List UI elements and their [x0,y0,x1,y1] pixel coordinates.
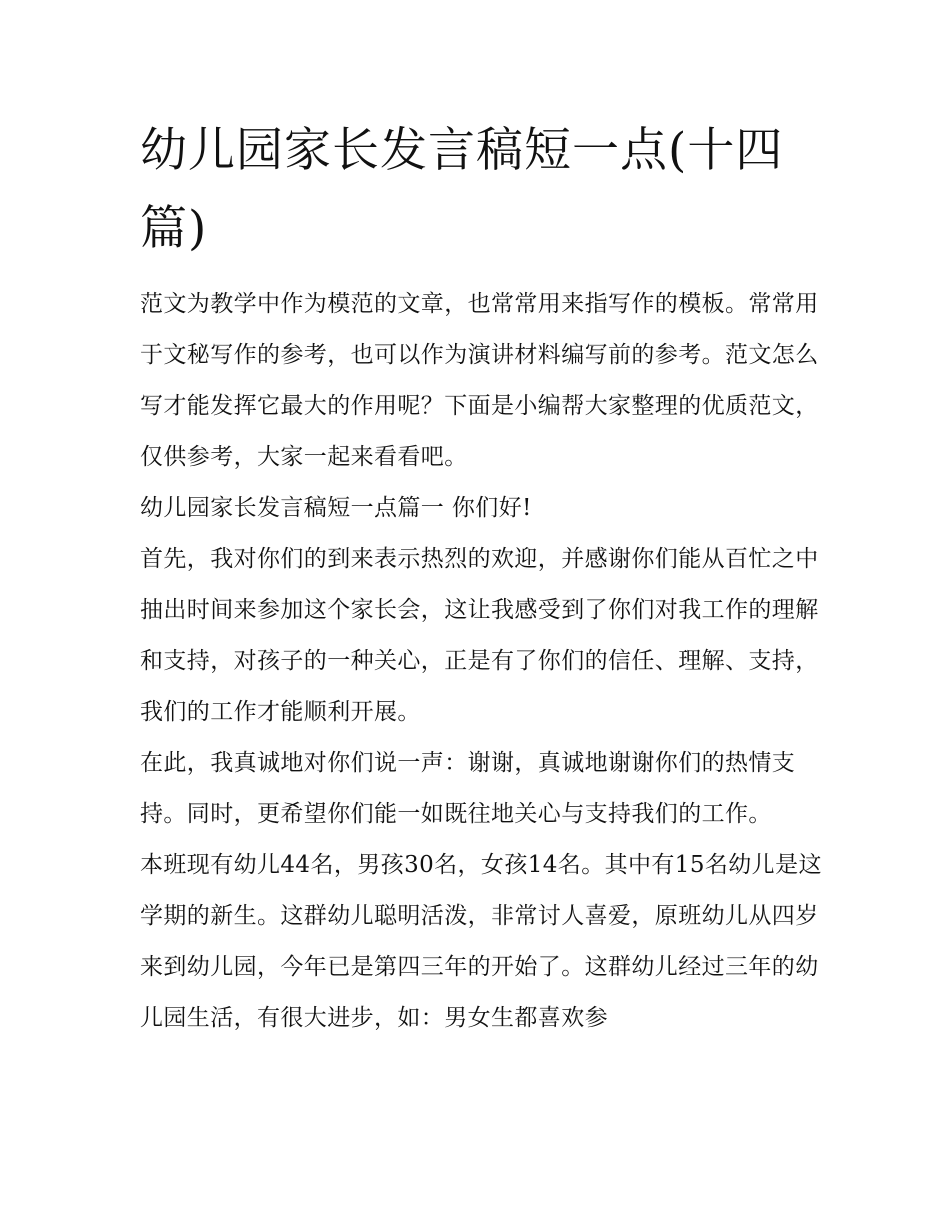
thanks-paragraph: 在此，我真诚地对你们说一声：谢谢，真诚地谢谢你们的热情支持。同时，更希望你们能一如既往地关心与支持我们的工作。 [140,750,796,827]
welcome-paragraph: 首先，我对你们的到来表示热烈的欢迎，并感谢你们能从百忙之中抽出时间来参加这个家长会，这让我感受到了你们对我工作的理解和支持，对孩子的一种关心，正是有了你们的信任、理解、支持，我们的工作才能顺利开展。 [140,546,819,725]
class-info-paragraph: 本班现有幼儿44名，男孩30名，女孩14名。其中有15名幼儿是这学期的新生。这群幼儿聪明活泼，非常讨人喜爱，原班幼儿从四岁来到幼儿园，今年已是第四三年的开始了。这群幼儿经过三年的幼儿园生活，有很大进步，如：男女生都喜欢参 [140,852,822,1031]
section-heading-paragraph: 幼儿园家长发言稿短一点篇一 你们好! [140,495,532,521]
document-body [140,279,830,1044]
intro-paragraph: 范文为教学中作为模范的文章，也常常用来指写作的模板。常常用于文秘写作的参考，也可以作为演讲材料编写前的参考。范文怎么写才能发挥它最大的作用呢？下面是小编帮大家整理的优质范文，仅供参考，大家一起来看看吧。 [140,291,819,470]
document-title: 幼儿园家长发言稿短一点(十四篇) [140,123,784,256]
